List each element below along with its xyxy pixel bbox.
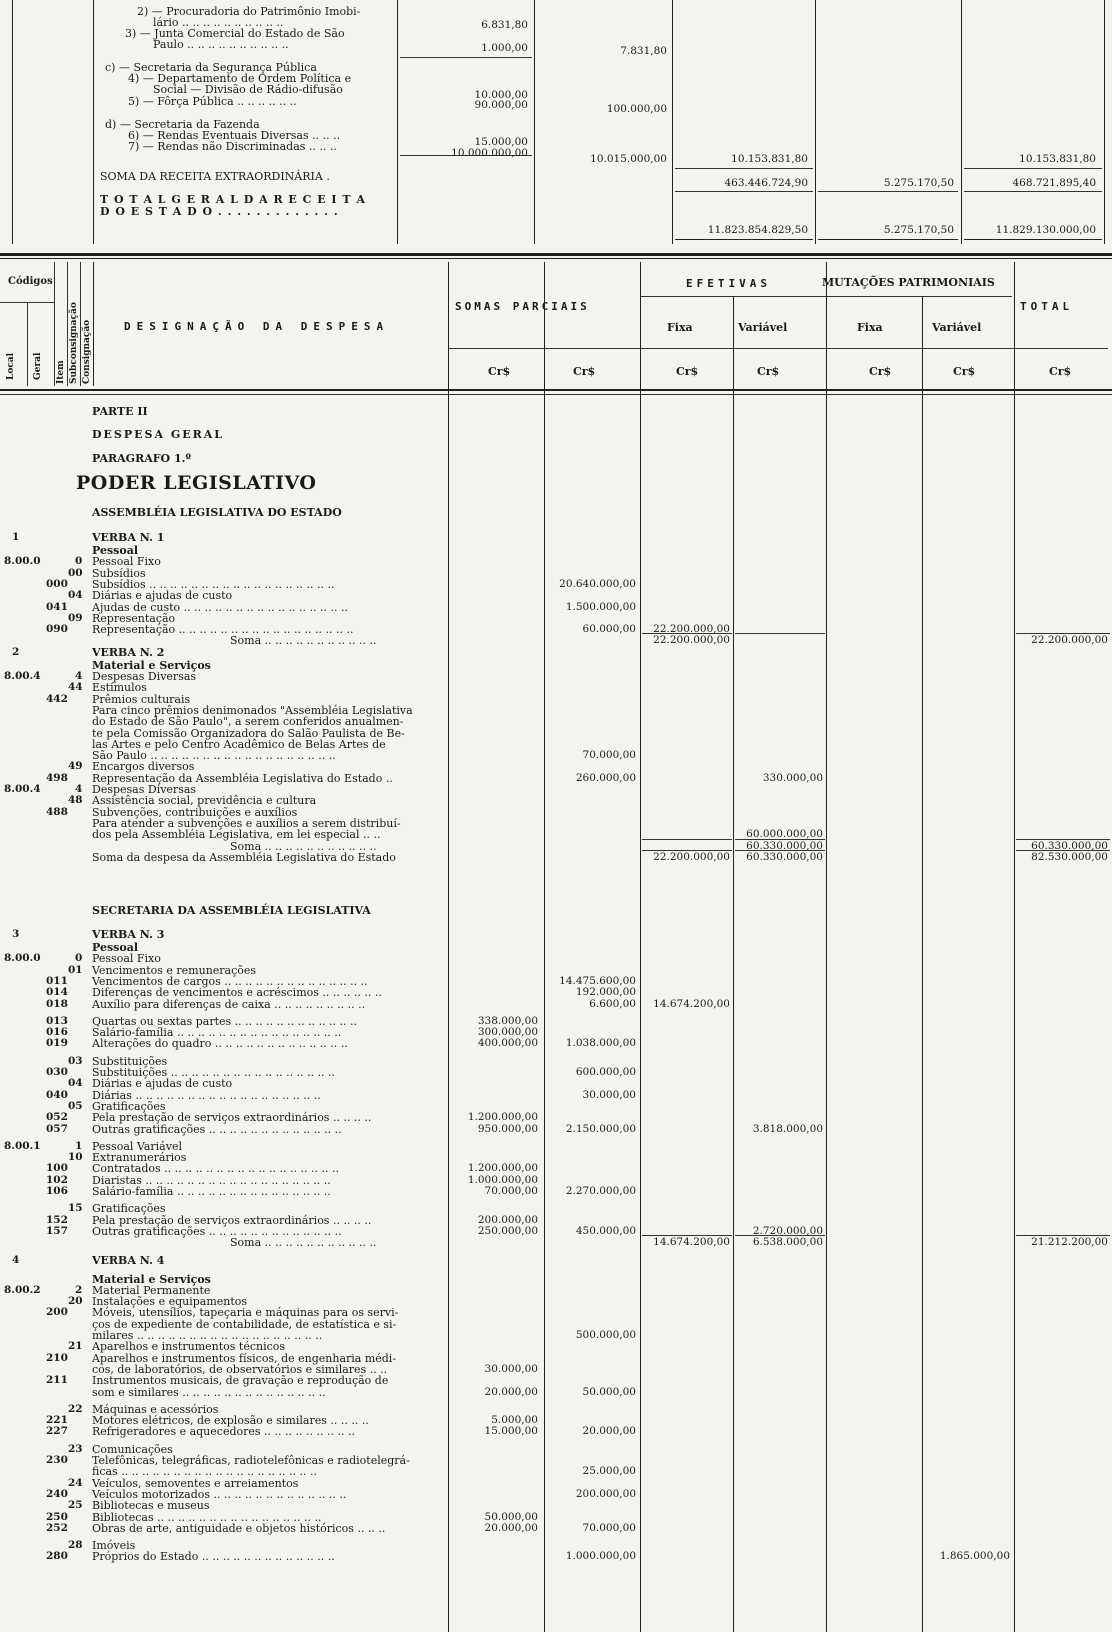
row-code: 106: [46, 1185, 68, 1197]
currency-label: Cr$: [869, 365, 892, 378]
secretaria-heading: SECRETARIA DA ASSEMBLÉIA LEGISLATIVA: [92, 904, 371, 917]
row-code: 040: [46, 1088, 68, 1101]
row-description: Telefônicas, telegráficas, radiotelefônicas e radiotelegrá-: [92, 1454, 410, 1467]
row-description: Diárias .. .. .. .. .. .. .. .. .. .. .. .. .. .. .. .. .. ..: [92, 1088, 321, 1102]
partial-sum-1: 50.000,00: [484, 1510, 538, 1523]
row-description: Subsídios .. .. .. .. .. .. .. .. .. .. .. .. .. .. .. .. .. ..: [92, 577, 335, 591]
row-description: Subsídios: [92, 566, 146, 580]
row-description: Para atender a subvenções e auxílios a serem distribuí-: [92, 816, 401, 830]
rev-value: 5.275.170,50: [883, 177, 954, 189]
row-description: Salário-família .. .. .. .. .. .. .. .. .. .. .. .. .. .. .. ..: [92, 1026, 342, 1040]
efetiva-fixa-value: 14.674.200,00: [653, 1236, 730, 1249]
row-description: Pela prestação de serviços extraordinários .. .. .. ..: [92, 1111, 372, 1125]
row-code: 1: [12, 531, 20, 543]
row-description: Salário-família .. .. .. .. .. .. .. .. .. .. .. .. .. .. ..: [92, 1185, 331, 1198]
mutacao-variavel-value: 1.865.000,00: [939, 1550, 1010, 1563]
row-description: Bibliotecas .. .. .. .. .. .. .. .. .. .. .. .. .. .. .. ..: [92, 1510, 322, 1524]
mutacoes-header: MUTAÇÕES PATRIMONIAIS: [822, 276, 995, 289]
rev-line: 7) — Rendas não Discriminadas .. .. ..: [128, 140, 337, 153]
row-code: 2: [12, 645, 20, 658]
row-description: Substituições .. .. .. .. .. .. .. .. .. .. .. .. .. .. .. ..: [92, 1066, 336, 1079]
efetiva-variavel-value: 6.538.000,00: [752, 1236, 823, 1249]
row-consignacao: 09: [68, 611, 83, 624]
row-description: Outras gratificações .. .. .. .. .. .. .. .. .. .. .. .. ..: [92, 1122, 342, 1136]
row-description: Veículos, semoventes e arreiamentos: [92, 1476, 299, 1490]
fixa-header: Fixa: [667, 321, 693, 334]
row-description: Soma da despesa da Assembléia Legislativa do Estado: [92, 850, 396, 864]
row-description: VERBA N. 2: [92, 645, 165, 659]
row-code: 200: [46, 1306, 68, 1319]
efetiva-variavel-value: 2.720.000,00: [752, 1224, 823, 1237]
rev-line: SOMA DA RECEITA EXTRAORDINÁRIA .: [100, 170, 330, 183]
codigos-label: Códigos: [8, 276, 53, 287]
rev-line: T O T A L G E R A L D A R E C E I T A: [100, 193, 366, 206]
row-consignacao: 4: [75, 783, 83, 795]
local-label: Local: [6, 352, 16, 380]
row-consignacao: 00: [68, 566, 83, 579]
partial-sum-2: 14.475.600,00: [559, 974, 636, 987]
partial-sum-1: 15.000,00: [484, 1425, 538, 1438]
row-description: Encargos diversos: [92, 760, 195, 774]
row-description: Aparelhos e instrumentos físicos, de engenharia médi-: [92, 1351, 397, 1365]
rev-value: 7.831,80: [620, 45, 667, 57]
partial-sum-2: 200.000,00: [575, 1487, 636, 1500]
rev-line: 2) — Procuradoria do Patrimônio Imobi-: [137, 5, 361, 18]
partial-sum-2: 1.500.000,00: [565, 600, 636, 613]
rev-value: 10.153.831,80: [1019, 153, 1096, 165]
row-description: Diaristas .. .. .. .. .. .. .. .. .. .. .. .. .. .. .. .. .. ..: [92, 1173, 331, 1187]
row-code: 000: [46, 577, 68, 590]
row-consignacao: 2: [75, 1283, 83, 1296]
paragrafo-heading: PARAGRAFO 1.º: [92, 452, 191, 465]
rev-value: 10.000.000,00: [451, 147, 528, 159]
row-description: Motores elétricos, de explosão e similares .. .. .. ..: [92, 1414, 369, 1428]
row-description: Contratados .. .. .. .. .. .. .. .. .. .. .. .. .. .. .. .. ..: [92, 1162, 339, 1176]
rev-line: Paulo .. .. .. .. .. .. .. .. .. ..: [153, 38, 289, 51]
row-description: Extranumerários: [92, 1151, 187, 1165]
rev-value: 11.823.854.829,50: [707, 224, 808, 236]
row-description: Prêmios culturais: [92, 692, 191, 706]
row-description: Outras gratificações .. .. .. .. .. .. .. .. .. .. .. .. ..: [92, 1224, 342, 1238]
row-description: Vencimentos de cargos .. .. .. .. .. .. .. .. .. .. .. .. .. ..: [92, 974, 368, 988]
row-description: Quartas ou sextas partes .. .. .. .. .. .. .. .. .. .. .. ..: [92, 1014, 358, 1028]
row-consignacao: 04: [68, 1077, 83, 1090]
partial-sum-2: 192.000,00: [575, 986, 636, 999]
row-consignacao: 20: [68, 1295, 83, 1308]
rev-value: 10.000,00: [474, 89, 528, 101]
row-description: Pessoal: [92, 544, 139, 557]
row-description: Próprios do Estado .. .. .. .. .. .. .. .. .. .. .. .. ..: [92, 1550, 335, 1564]
rev-line: lário .. .. .. .. .. .. .. .. .. ..: [153, 16, 284, 29]
partial-sum-2: 500.000,00: [575, 1329, 636, 1341]
variavel-mut-header: Variável: [932, 321, 982, 334]
efetiva-fixa-value: 22.200.000,00: [653, 623, 730, 636]
row-description: Para cinco prêmios denimonados "Assembléia Legislativa: [92, 703, 413, 717]
row-description: Aparelhos e instrumentos técnicos: [92, 1340, 286, 1354]
row-description: Auxílio para diferenças de caixa .. .. .. .. .. .. .. .. ..: [92, 997, 366, 1011]
row-description: Móveis, utensílios, tapeçaria e máquinas para os servi-: [92, 1306, 399, 1320]
rev-value: 468.721.895,40: [1012, 177, 1096, 189]
partial-sum-1: 200.000,00: [477, 1213, 538, 1226]
row-code: 442: [46, 692, 68, 705]
partial-sum-2: 25.000,00: [582, 1465, 636, 1478]
assembleia-heading: ASSEMBLÉIA LEGISLATIVA DO ESTADO: [92, 506, 342, 519]
row-description: Veículos motorizados .. .. .. .. .. .. .. .. .. .. .. .. ..: [92, 1487, 347, 1501]
row-consignacao: 10: [68, 1151, 83, 1164]
row-description: Gratificações: [92, 1202, 166, 1216]
efetiva-variavel-value: 60.330.000,00: [746, 850, 823, 863]
row-consignacao: 0: [75, 952, 83, 965]
row-description: Máquinas e acessórios: [92, 1402, 219, 1416]
partial-sum-1: 20.000,00: [484, 1521, 538, 1534]
row-description: Diárias e ajudas de custo: [92, 1077, 233, 1091]
row-code: 252: [46, 1521, 68, 1534]
row-consignacao: 0: [75, 555, 83, 568]
row-description: Pessoal Fixo: [92, 952, 161, 966]
row-description: Despesas Diversas: [92, 670, 197, 683]
total-value: 22.200.000,00: [1031, 634, 1108, 647]
row-description: Pessoal Variável: [92, 1139, 182, 1153]
row-consignacao: 03: [68, 1054, 83, 1067]
row-description: Diárias e ajudas de custo: [92, 589, 233, 603]
total-value: 60.330.000,00: [1031, 839, 1108, 852]
row-consignacao: 1: [75, 1139, 83, 1152]
designacao-header: DESIGNAÇÃO DA DESPESA: [124, 320, 390, 333]
row-code: 102: [46, 1173, 68, 1186]
row-code: 057: [46, 1122, 68, 1135]
currency-label: Cr$: [573, 365, 596, 378]
row-code: 052: [46, 1111, 68, 1124]
row-description: milares .. .. .. .. .. .. .. .. .. .. .. .. .. .. .. .. .. ..: [92, 1329, 323, 1342]
row-description: do Estado de São Paulo", a serem conferidos anualmen-: [92, 715, 404, 729]
subconsignacao-label: Subconsignação: [69, 302, 79, 384]
variavel-header: Variável: [738, 321, 788, 334]
row-code: 280: [46, 1550, 68, 1563]
partial-sum-1: 400.000,00: [477, 1037, 538, 1050]
efetiva-variavel-value: 3.818.000,00: [752, 1122, 823, 1135]
rev-line: D O E S T A D O . . . . . . . . . . . . .: [100, 205, 339, 218]
row-description: Obras de arte, antiguidade e objetos históricos .. .. ..: [92, 1521, 386, 1535]
row-description: VERBA N. 1: [92, 531, 165, 544]
consignacao-label: Consignação: [82, 319, 92, 384]
row-description: Bibliotecas e museus: [92, 1499, 210, 1513]
row-description: Substituições: [92, 1054, 168, 1068]
row-code: 8.00.1: [4, 1139, 41, 1152]
partial-sum-1: 250.000,00: [477, 1224, 538, 1237]
row-description: cos, de laboratórios, de observatórios e similares .. ..: [92, 1362, 388, 1376]
partial-sum-1: 1.200.000,00: [467, 1162, 538, 1175]
row-code: 041: [46, 600, 68, 613]
row-description: VERBA N. 4: [92, 1253, 165, 1267]
row-consignacao: 44: [68, 681, 83, 694]
row-consignacao: 04: [68, 589, 83, 602]
row-description: Representação: [92, 611, 176, 625]
row-code: 018: [46, 997, 68, 1010]
partial-sum-2: 2.150.000,00: [565, 1122, 636, 1135]
row-description: Comunicações: [92, 1442, 173, 1456]
row-code: 019: [46, 1037, 68, 1050]
partial-sum-1: 300.000,00: [477, 1026, 538, 1039]
partial-sum-2: 6.600,00: [589, 997, 636, 1010]
partial-sum-1: 20.000,00: [484, 1385, 538, 1398]
row-description: Imóveis: [92, 1539, 136, 1553]
partial-sum-1: 30.000,00: [484, 1362, 538, 1375]
partial-sum-2: 50.000,00: [582, 1385, 636, 1398]
rev-line: 5) — Fôrça Pública .. .. .. .. .. ..: [128, 95, 297, 108]
row-consignacao: 23: [68, 1442, 83, 1455]
row-code: 011: [46, 974, 68, 987]
total-header: TOTAL: [1020, 300, 1074, 313]
row-consignacao: 25: [68, 1499, 83, 1512]
row-code: 157: [46, 1224, 68, 1237]
row-description: Material e Serviços: [92, 658, 211, 672]
rev-value: 5.275.170,50: [883, 224, 954, 236]
row-description: São Paulo .. .. .. .. .. .. .. .. .. .. .. .. .. .. .. .. .. ..: [92, 749, 336, 763]
currency-label: Cr$: [953, 365, 976, 378]
row-description: Refrigeradores e aquecedores .. .. .. .. .. .. .. .. ..: [92, 1425, 355, 1439]
row-description: Despesas Diversas: [92, 783, 197, 796]
row-description: Alterações do quadro .. .. .. .. .. .. .. .. .. .. .. .. ..: [92, 1037, 348, 1051]
row-description: ços de expediente de contabilidade, de estatística e si-: [92, 1317, 397, 1331]
row-consignacao: 15: [68, 1202, 83, 1215]
rev-value: 90.000,00: [474, 99, 528, 111]
row-consignacao: 49: [68, 760, 83, 773]
row-code: 014: [46, 986, 68, 999]
row-code: 230: [46, 1454, 68, 1466]
currency-label: Cr$: [488, 365, 511, 378]
rev-value: 6.831,80: [481, 19, 528, 31]
currency-label: Cr$: [757, 365, 780, 378]
row-code: 8.00.0: [4, 555, 41, 568]
total-value: 21.212.200,00: [1031, 1236, 1108, 1249]
currency-label: Cr$: [676, 365, 699, 378]
row-code: 240: [46, 1487, 68, 1500]
efetiva-fixa-value: 22.200.000,00: [653, 634, 730, 647]
efetiva-fixa-value: 14.674.200,00: [653, 997, 730, 1010]
rev-line: Social — Divisão de Rádio-difusão: [153, 83, 343, 96]
partial-sum-2: 20.000,00: [582, 1425, 636, 1438]
row-code: 030: [46, 1066, 68, 1078]
partial-sum-1: 338.000,00: [477, 1014, 538, 1027]
row-description: som e similares .. .. .. .. .. .. .. .. .. .. .. .. .. ..: [92, 1385, 326, 1399]
row-description: Assistência social, previdência e cultura: [92, 794, 317, 808]
partial-sum-2: 2.270.000,00: [565, 1185, 636, 1197]
currency-label: Cr$: [1049, 365, 1072, 378]
row-description: Material e Serviços: [92, 1272, 211, 1286]
rev-line: 4) — Departamento de Ordem Política e: [128, 72, 352, 85]
total-value: 82.530.000,00: [1031, 850, 1108, 863]
rev-value: 463.446.724,90: [724, 177, 808, 189]
row-consignacao: 21: [68, 1340, 83, 1353]
row-code: 8.00.2: [4, 1283, 41, 1296]
partial-sum-1: 5.000,00: [491, 1414, 538, 1427]
row-description: las Artes e pelo Centro Acadêmico de Belas Artes de: [92, 737, 386, 751]
row-consignacao: 22: [68, 1402, 83, 1415]
rev-value: 100.000,00: [606, 103, 667, 115]
efetiva-variavel-value: 330.000,00: [762, 771, 823, 784]
partial-sum-1: 950.000,00: [477, 1122, 538, 1135]
row-description: ficas .. .. .. .. .. .. .. .. .. .. .. .. .. .. .. .. .. .. ..: [92, 1465, 318, 1479]
rev-line: c) — Secretaria da Segurança Pública: [105, 61, 317, 74]
partial-sum-1: 1.200.000,00: [467, 1111, 538, 1124]
row-description: Pessoal Fixo: [92, 555, 161, 569]
row-description: Pela prestação de serviços extraordinários .. .. .. ..: [92, 1213, 372, 1227]
row-description: Subvenções, contribuições e auxílios: [92, 805, 298, 819]
partial-sum-2: 600.000,00: [575, 1066, 636, 1078]
partial-sum-1: 1.000.000,00: [467, 1173, 538, 1186]
row-code: 8.00.4: [4, 670, 41, 682]
partial-sum-2: 30.000,00: [582, 1088, 636, 1101]
row-code: 250: [46, 1510, 68, 1523]
fixa-mut-header: Fixa: [857, 321, 883, 334]
partial-sum-2: 1.038.000,00: [565, 1037, 636, 1050]
rev-value: 15.000,00: [474, 136, 528, 148]
efetiva-variavel-value: 60.000.000,00: [746, 828, 823, 841]
row-description: Diferenças de vencimentos e acréscimos .. .. .. .. .. ..: [92, 986, 382, 1000]
partial-sum-1: 70.000,00: [484, 1185, 538, 1197]
item-label: Item: [56, 360, 66, 384]
parte-heading: PARTE II: [92, 405, 148, 418]
row-description: Soma .. .. .. .. .. .. .. .. .. .. ..: [230, 839, 377, 853]
row-description: VERBA N. 3: [92, 928, 165, 941]
rev-line: 6) — Rendas Eventuais Diversas .. .. ..: [128, 129, 341, 142]
rev-value: 11.829.130.000,00: [995, 224, 1096, 236]
rev-value: 10.153.831,80: [731, 153, 808, 165]
poder-heading: PODER LEGISLATIVO: [76, 472, 317, 494]
row-description: Representação .. .. .. .. .. .. .. .. .. .. .. .. .. .. .. .. ..: [92, 623, 354, 637]
row-consignacao: 4: [75, 670, 83, 682]
row-code: 3: [12, 928, 20, 940]
row-description: Soma .. .. .. .. .. .. .. .. .. .. ..: [230, 1236, 377, 1250]
row-description: te pela Comissão Organizadora do Salão Paulista de Be-: [92, 726, 405, 740]
row-description: Pessoal: [92, 941, 139, 954]
row-code: 013: [46, 1014, 68, 1027]
row-code: 8.00.0: [4, 952, 41, 965]
rev-line: 3) — Junta Comercial do Estado de São: [125, 27, 345, 40]
row-code: 221: [46, 1414, 68, 1427]
row-code: 227: [46, 1425, 68, 1438]
geral-label: Geral: [33, 352, 43, 380]
row-consignacao: 05: [68, 1099, 83, 1112]
rev-line: d) — Secretaria da Fazenda: [105, 118, 260, 131]
row-consignacao: 48: [68, 794, 83, 807]
row-description: Ajudas de custo .. .. .. .. .. .. .. .. .. .. .. .. .. .. .. ..: [92, 600, 348, 614]
row-code: 488: [46, 805, 68, 818]
row-description: Instrumentos musicais, de gravação e reprodução de: [92, 1374, 389, 1388]
row-description: Representação da Assembléia Legislativa do Estado ..: [92, 771, 393, 785]
row-description: Vencimentos e remunerações: [92, 963, 257, 977]
row-code: 090: [46, 623, 68, 636]
partial-sum-2: 260.000,00: [575, 771, 636, 784]
rev-value: 1.000,00: [481, 42, 528, 54]
row-code: 4: [12, 1253, 20, 1266]
efetiva-variavel-value: 60.330.000,00: [746, 839, 823, 852]
partial-sum-2: 1.000.000,00: [565, 1550, 636, 1563]
partial-sum-2: 60.000,00: [582, 623, 636, 636]
row-code: 152: [46, 1213, 68, 1226]
row-description: Material Permanente: [92, 1283, 211, 1297]
row-description: Gratificações: [92, 1099, 166, 1113]
partial-sum-2: 450.000,00: [575, 1224, 636, 1237]
row-description: Soma .. .. .. .. .. .. .. .. .. .. ..: [230, 634, 377, 648]
efetiva-fixa-value: 22.200.000,00: [653, 850, 730, 863]
row-code: 211: [46, 1374, 68, 1387]
despesa-heading: DESPESA GERAL: [92, 428, 225, 441]
partial-sum-2: 70.000,00: [582, 1521, 636, 1534]
row-code: 210: [46, 1351, 68, 1364]
partial-sum-2: 70.000,00: [582, 749, 636, 762]
efetivas-header: EFETIVAS: [686, 277, 771, 290]
row-description: Instalações e equipamentos: [92, 1295, 248, 1309]
partial-sum-2: 20.640.000,00: [559, 577, 636, 590]
row-description: dos pela Assembléia Legislativa, em lei especial .. ..: [92, 828, 381, 842]
row-code: 100: [46, 1162, 68, 1175]
row-consignacao: 28: [68, 1539, 83, 1552]
rev-value: 10.015.000,00: [590, 153, 667, 165]
row-code: 016: [46, 1026, 68, 1039]
somas-parciais-header: SOMAS PARCIAIS: [455, 300, 590, 313]
row-code: 498: [46, 771, 68, 784]
row-consignacao: 01: [68, 963, 83, 976]
row-consignacao: 24: [68, 1476, 83, 1489]
row-description: Estímulos: [92, 681, 147, 695]
row-code: 8.00.4: [4, 783, 41, 795]
